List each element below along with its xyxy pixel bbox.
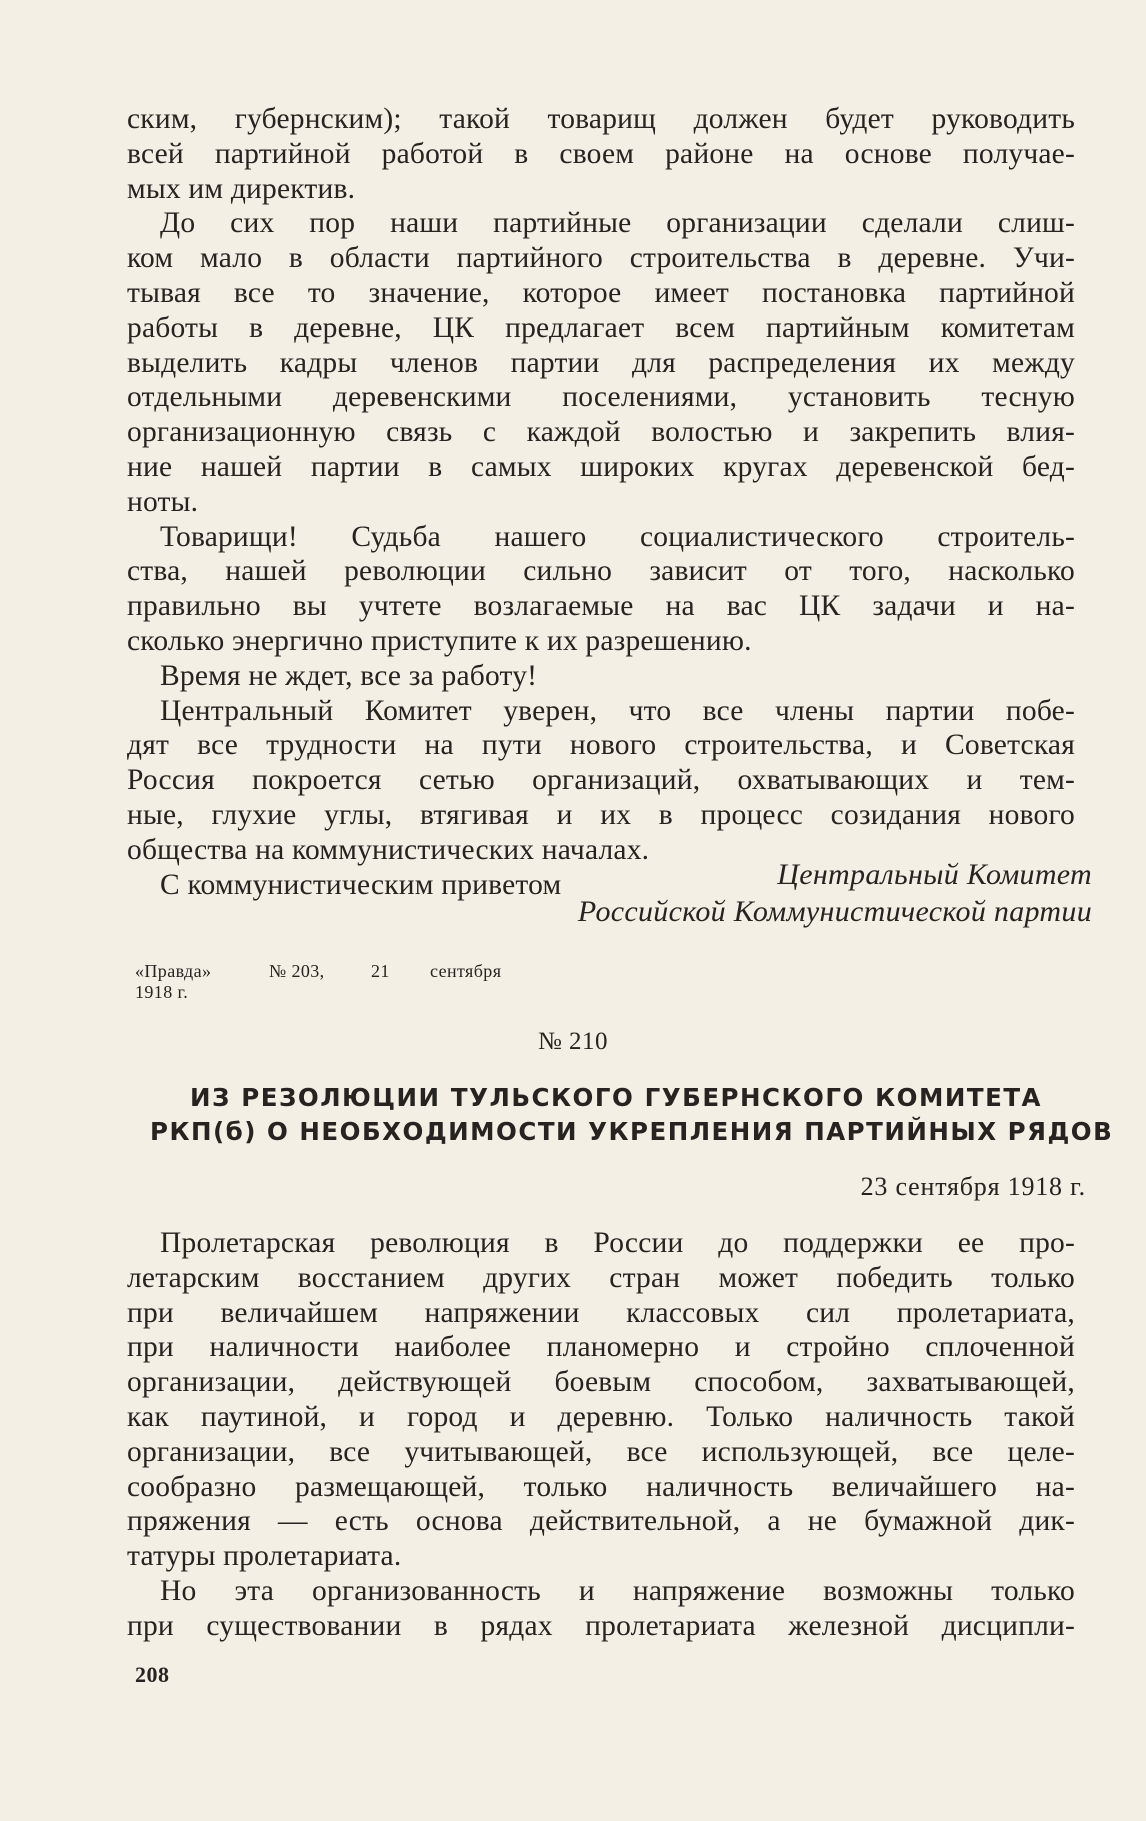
text-line: пряжения — есть основа действительной, а не бумажной дик-	[127, 1505, 1075, 1538]
text-line: Центральный Комитет уверен, что все члены партии побе-	[160, 694, 1075, 727]
text-line: работы в деревне, ЦК предлагает всем партийным комитетам	[127, 311, 1075, 344]
text-line: Пролетарская революция в России до поддержки ее про-	[160, 1227, 1075, 1259]
text-line: дят все трудности на пути нового строительства, и Советская	[127, 729, 1075, 762]
text-line: общества на коммунистических началах.	[127, 833, 650, 866]
document-number: № 210	[537, 1028, 609, 1055]
source-month: сентября	[430, 961, 502, 981]
text-line: Но эта организованность и напряжение возможны только	[160, 1574, 1075, 1607]
source-year: 1918 г.	[135, 982, 189, 1002]
text-line: Россия покроется сетью организаций, охватывающих и тем-	[127, 764, 1075, 797]
text-line: всей партийной работой в своем районе на основе получае-	[127, 137, 1075, 170]
text-line: С коммунистическим приветом	[160, 868, 562, 901]
text-block-bottom	[127, 1226, 1075, 1644]
source-citation	[135, 960, 501, 982]
text-line: До сих пор наши партийные организации сделали слиш-	[160, 207, 1075, 240]
source-day: 21	[371, 961, 390, 981]
document-date: 23 сентября 1918 г.	[860, 1172, 1086, 1201]
text-line: ским, губернским); такой товарищ должен будет руководить	[127, 103, 1075, 135]
text-line: ства, нашей революции сильно зависит от того, насколько	[127, 555, 1075, 588]
text-line: организации, все учитывающей, все использующей, все целе-	[127, 1435, 1075, 1468]
text-line: при существовании в рядах пролетариата железной дисципли-	[127, 1609, 1075, 1642]
signature-line-1: Центральный Комитет	[777, 858, 1092, 891]
document-title-line-1: ИЗ РЕЗОЛЮЦИИ ТУЛЬСКОГО ГУБЕРНСКОГО КОМИТЕТА	[190, 1083, 1042, 1112]
text-line: при наличности наиболее планомерно и стройно сплоченной	[127, 1331, 1075, 1364]
text-line: при величайшем напряжении классовых сил пролетариата,	[127, 1296, 1075, 1329]
source-issue: № 203,	[269, 961, 325, 981]
text-line: летарским восстанием других стран может победить только	[127, 1261, 1075, 1294]
text-line: сообразно размещающей, только наличность величайшего на-	[127, 1470, 1075, 1503]
text-line: правильно вы учтете возлагаемые на вас ЦК задачи и на-	[127, 590, 1075, 623]
text-line: сколько энергично приступите к их разрешению.	[127, 624, 752, 657]
text-line: тывая все то значение, которое имеет постановка партийной	[127, 276, 1075, 309]
text-line: татуры пролетариата.	[127, 1540, 402, 1573]
text-line: организации, действующей боевым способом, захватывающей,	[127, 1366, 1075, 1399]
text-line: организационную связь с каждой волостью и закрепить влия-	[127, 416, 1075, 449]
source-newspaper: «Правда»	[135, 961, 212, 981]
text-line: ные, глухие углы, втягивая и их в процесс созидания нового	[127, 798, 1075, 831]
text-line: Товарищи! Судьба нашего социалистического строитель-	[160, 520, 1075, 553]
text-line: как паутиной, и город и деревню. Только наличность такой	[127, 1400, 1075, 1433]
page-number: 208	[135, 1662, 170, 1687]
text-line: Время не ждет, все за работу!	[160, 659, 538, 692]
text-line: ком мало в области партийного строительства в деревне. Учи-	[127, 242, 1075, 275]
text-line: мых им директив.	[127, 172, 356, 205]
document-title-line-2: РКП(б) О НЕОБХОДИМОСТИ УКРЕПЛЕНИЯ ПАРТИЙНЫХ РЯДОВ	[150, 1117, 1114, 1146]
text-block-top	[127, 102, 1075, 902]
text-line: ние нашей партии в самых широких кругах деревенской бед-	[127, 450, 1075, 483]
text-line: ноты.	[127, 485, 199, 518]
text-line: отдельными деревенскими поселениями, установить тесную	[127, 381, 1075, 414]
text-line: выделить кадры членов партии для распределения их между	[127, 346, 1075, 379]
signature-line-2: Российской Коммунистической партии	[577, 895, 1092, 928]
